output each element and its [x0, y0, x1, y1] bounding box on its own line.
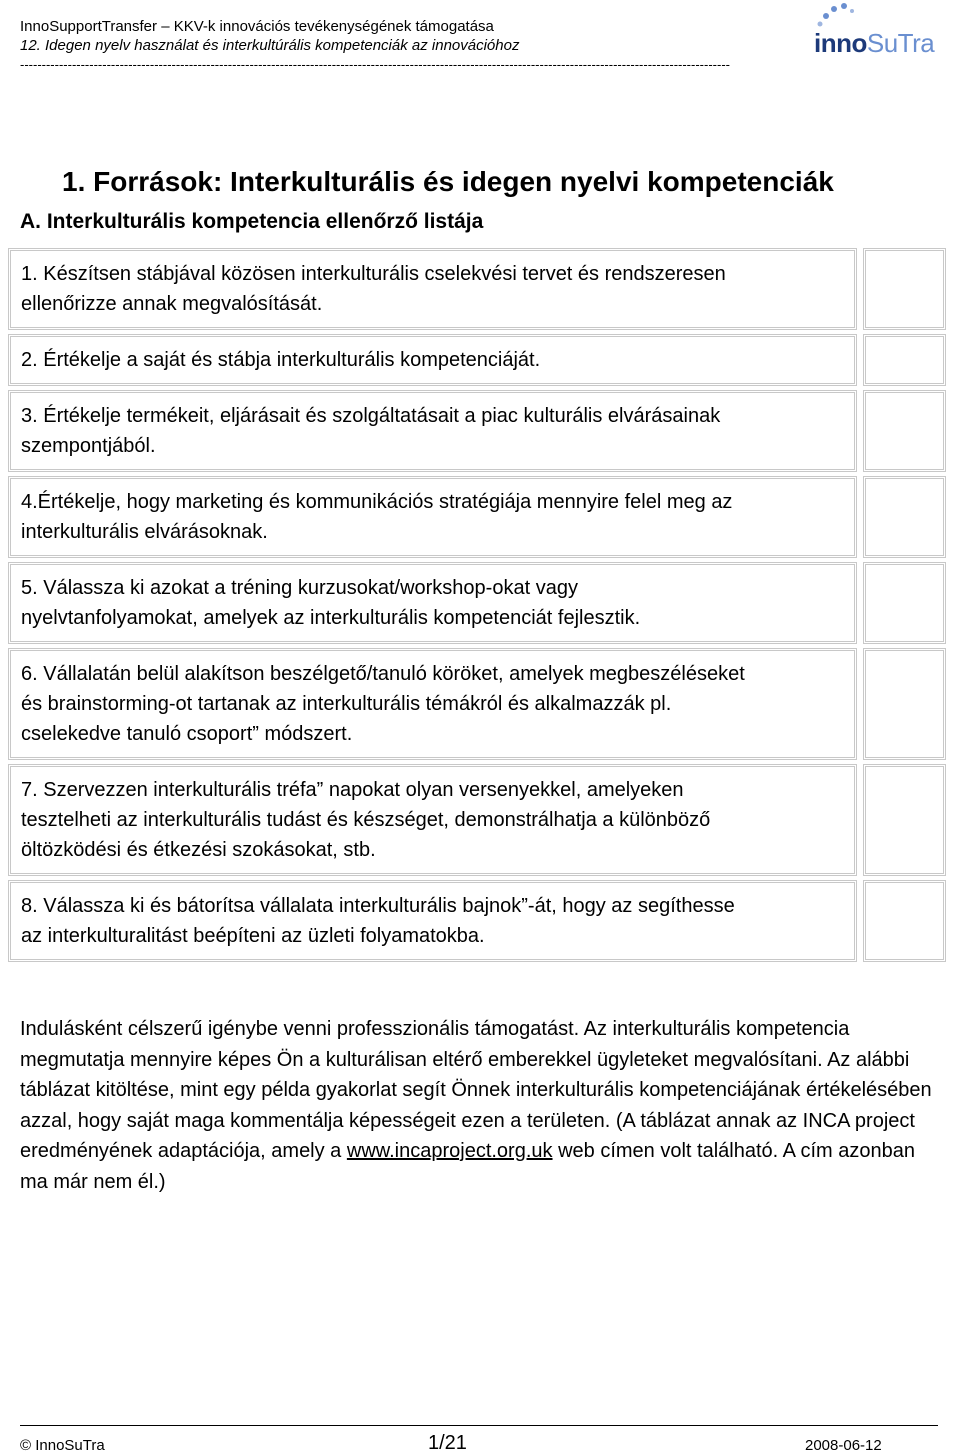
footer-divider: [20, 1425, 938, 1426]
checklist-item-text: [8, 248, 857, 330]
item-line: 1. Készítsen stábjával közösen interkulturális cselekvési tervet és rendszeresen: [21, 263, 726, 285]
item-line: 3. Értékelje termékeit, eljárásait és szolgáltatásait a piac kulturális elvárásainak: [21, 405, 721, 427]
checklist-checkbox[interactable]: [863, 562, 946, 644]
checklist-row: [8, 648, 954, 760]
inca-project-link[interactable]: www.incaproject.org.uk: [346, 1140, 553, 1162]
logo-inno-text: inno: [814, 28, 867, 58]
checklist-checkbox[interactable]: [863, 648, 946, 760]
item-line: tesztelheti az interkulturális tudást és készséget, demonstrálhatja a különböző: [21, 809, 711, 831]
checklist-item-text: [8, 334, 857, 386]
item-line: cselekedve tanuló csoport” módszert.: [21, 723, 353, 745]
checklist-row: [8, 562, 954, 644]
checklist-checkbox[interactable]: [863, 880, 946, 962]
item-line: nyelvtanfolyamokat, amelyek az interkulturális kompetenciát fejlesztik.: [21, 607, 641, 629]
item-line: és brainstorming-ot tartanak az interkulturális témákról és alkalmazzák pl.: [21, 693, 672, 715]
checklist-checkbox[interactable]: [863, 248, 946, 330]
checklist-row: [8, 476, 954, 558]
item-line: 8. Válassza ki és bátorítsa vállalata interkulturális bajnok”-át, hogy az segíthesse: [21, 895, 735, 917]
header-project-title: InnoSupportTransfer – KKV-k innovációs tevékenységének támogatása: [20, 18, 494, 35]
checklist-item-text: [8, 390, 857, 472]
checklist-item-text: [8, 648, 857, 760]
checklist-row: [8, 248, 954, 330]
paragraph-text: web címen volt található. A cím azonban ma már nem él.): [20, 1140, 915, 1193]
item-line: 6. Vállalatán belül alakítson beszélgető/tanuló köröket, amelyek megbeszéléseket: [21, 663, 745, 685]
logo-sutra-text: SuTra: [866, 28, 935, 58]
item-line: 5. Válassza ki azokat a tréning kurzusokat/workshop-okat vagy: [21, 577, 578, 599]
intro-paragraph: [20, 1014, 945, 1197]
checklist-checkbox[interactable]: [863, 764, 946, 876]
checklist-item-text: [8, 880, 857, 962]
checklist-checkbox[interactable]: [863, 476, 946, 558]
checklist-item-text: [8, 476, 857, 558]
item-line: 7. Szervezzen interkulturális tréfa” napokat olyan versenyekkel, amelyeken: [21, 779, 684, 801]
footer-copyright: © InnoSuTra: [20, 1437, 105, 1454]
header-module-title: 12. Idegen nyelv használat és interkultúrális kompetenciák az innovációhoz: [20, 37, 520, 54]
checklist-table: [8, 248, 954, 966]
checklist-row: [8, 880, 954, 962]
item-line: öltözködési és étkezési szokásokat, stb.: [21, 839, 376, 861]
section-subtitle: A. Interkulturális kompetencia ellenőrző listája: [20, 210, 484, 233]
checklist-checkbox[interactable]: [863, 390, 946, 472]
innosutra-logo: [812, 2, 942, 57]
checklist-row: [8, 764, 954, 876]
item-line: 2. Értékelje a saját és stábja interkulturális kompetenciáját.: [21, 349, 541, 371]
paragraph-text: Indulásként célszerű igénybe venni professzionális támogatást. Az interkulturális kompetencia megmutatja mennyire képes Ön a kulturálisan eltérő emberekkel ügyleteket megvalósítani. Az alábbi táblázat kitöltése, mint egy példa gyakorlat segít Önnek interkulturális kompetenciájának értékelésében azzal, hogy saját maga kommentálja képességeit ezen a területen. (A táblázat annak az INCA project eredményének adaptációja, amely a: [20, 1018, 932, 1162]
checklist-checkbox[interactable]: [863, 334, 946, 386]
item-line: az interkulturalitást beépíteni az üzleti folyamatokba.: [21, 925, 485, 947]
item-line: szempontjából.: [21, 435, 156, 457]
page-title: 1. Források: Interkulturális és idegen nyelvi kompetenciák: [62, 166, 834, 197]
footer-date: 2008-06-12: [805, 1437, 882, 1454]
checklist-item-text: [8, 562, 857, 644]
checklist-item-text: [8, 764, 857, 876]
item-line: 4.Értékelje, hogy marketing és kommunikációs stratégiája mennyire felel meg az: [21, 491, 733, 513]
item-line: ellenőrizze annak megvalósítását.: [21, 293, 323, 315]
header-separator: --------------------------------------------------------------------------------------------------------------------------------------------------------------------: [20, 57, 730, 72]
checklist-row: [8, 334, 954, 386]
footer-page-number: 1/21: [428, 1432, 467, 1454]
checklist-row: [8, 390, 954, 472]
item-line: interkulturális elvárásoknak.: [21, 521, 268, 543]
